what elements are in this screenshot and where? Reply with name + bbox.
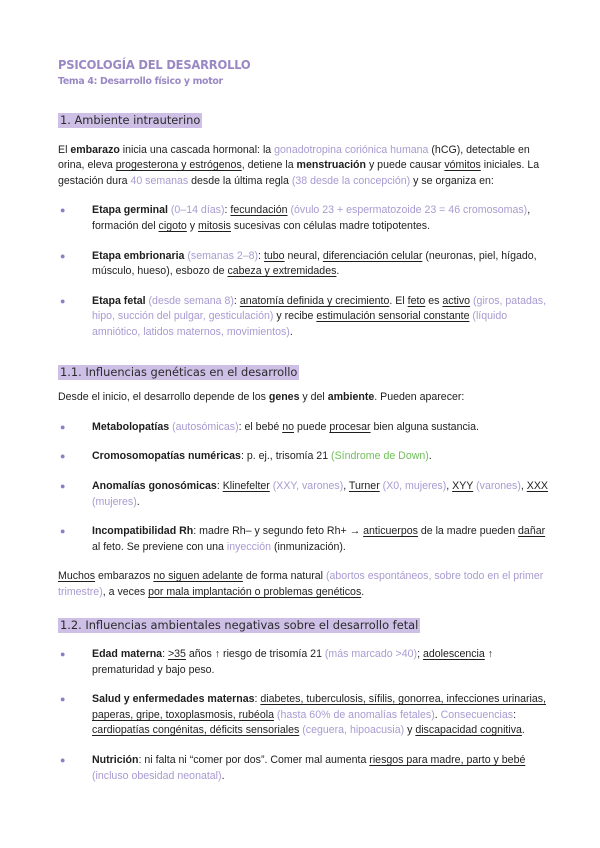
paragraph-genes-ambiente: Desde el inicio, el desarrollo depende de los genes y del ambiente. Pueden aparecer:: [58, 391, 465, 404]
list-item-etapa-embrionaria: ● Etapa embrionaria (semanas 2–8): tubo neural, diferenciación celular (neuronas, piel, hígado, músculo, hueso), esbozo de cabeza y extremidades.: [60, 249, 537, 278]
bullet-icon: ●: [60, 295, 66, 306]
paragraph-embarazo: El embarazo inicia una cascada hormonal: la gonadotropina coriónica humana (hCG), detectable en orina, eleva progesterona y estrógenos, detiene la menstruación y puede causar vómitos iniciales. La gestación dura 40 semanas desde la última regla (38 desde la concepción) y se organiza en:: [58, 143, 540, 187]
section-heading-influencias-ambientales: 1.2. Influencias ambientales negativas sobre el desarrollo fetal: [60, 618, 419, 633]
bullet-icon: ●: [60, 250, 66, 261]
document-subtitle: Tema 4: Desarrollo físico y motor: [58, 76, 223, 87]
paragraph-abortos: Muchos embarazos no siguen adelante de forma natural (abortos espontáneos, sobre todo en el primer trimestre), a veces por mala implantación o problemas genéticos.: [58, 570, 544, 598]
list-item-anomalias-gonosomicas: ● Anomalías gonosómicas: Klinefelter (XXY, varones), Turner (X0, mujeres), XYY (varones), XXX (mujeres).: [60, 479, 548, 508]
list-item-salud-enfermedades: ● Salud y enfermedades maternas: diabetes, tuberculosis, sífilis, gonorrea, infecciones urinarias, paperas, gripe, toxoplasmosis, rubéola (hasta 60% de anomalías fetales). Consecuencias: cardiopatías congénitas, déficits sensoriales (ceguera, hipoacusia) y discapacidad cognitiva.: [60, 693, 546, 737]
document-page: [58, 58, 548, 784]
bullet-icon: ●: [60, 649, 66, 660]
list-item-etapa-fetal: ● Etapa fetal (desde semana 8): anatomía definida y crecimiento. El feto es activo (giros, patadas, hipo, succión del pulgar, gesticulación) y recibe estimulación sensorial constante (líquido amniótico, latidos maternos, movimientos).: [60, 294, 547, 338]
bullet-icon: ●: [60, 694, 66, 705]
document-title: PSICOLOGÍA DEL DESARROLLO: [58, 58, 251, 73]
section-heading-ambiente-intrauterino: 1. Ambiente intrauterino: [60, 113, 201, 127]
list-item-nutricion: ● Nutrición: ni falta ni “comer por dos”. Comer mal aumenta riesgos para madre, parto y bebé (incluso obesidad neonatal).: [60, 754, 526, 782]
list-item-cromosomopatias: ● Cromosomopatías numéricas: p. ej., trisomía 21 (Síndrome de Down).: [58, 449, 548, 465]
list-item-incompatibilidad-rh: ● Incompatibilidad Rh: madre Rh– y segundo feto Rh+ → anticuerpos de la madre pueden dañar al feto. Se previene con una inyección (inmunización).: [60, 525, 546, 553]
list-item-edad-materna: ● Edad materna: >35 años ↑ riesgo de trisomía 21 (más marcado >40); adolescencia ↑ prematuridad y bajo peso.: [60, 648, 494, 676]
bullet-icon: ●: [60, 526, 66, 537]
list-item-metabolopatias: ● Metabolopatías (autosómicas): el bebé no puede procesar bien alguna sustancia.: [58, 420, 548, 436]
list-item-etapa-germinal: ● Etapa germinal (0–14 días): fecundación (óvulo 23 + espermatozoide 23 = 46 cromosomas), formación del cigoto y mitosis sucesivas con células madre totipotentes.: [60, 204, 531, 232]
bullet-icon: ●: [60, 451, 66, 462]
section-heading-influencias-geneticas: 1.1. Influencias genéticas en el desarrollo: [60, 364, 298, 379]
bullet-icon: ●: [60, 421, 66, 432]
bullet-icon: ●: [60, 205, 66, 216]
bullet-icon: ●: [60, 480, 66, 491]
bullet-icon: ●: [60, 755, 66, 766]
